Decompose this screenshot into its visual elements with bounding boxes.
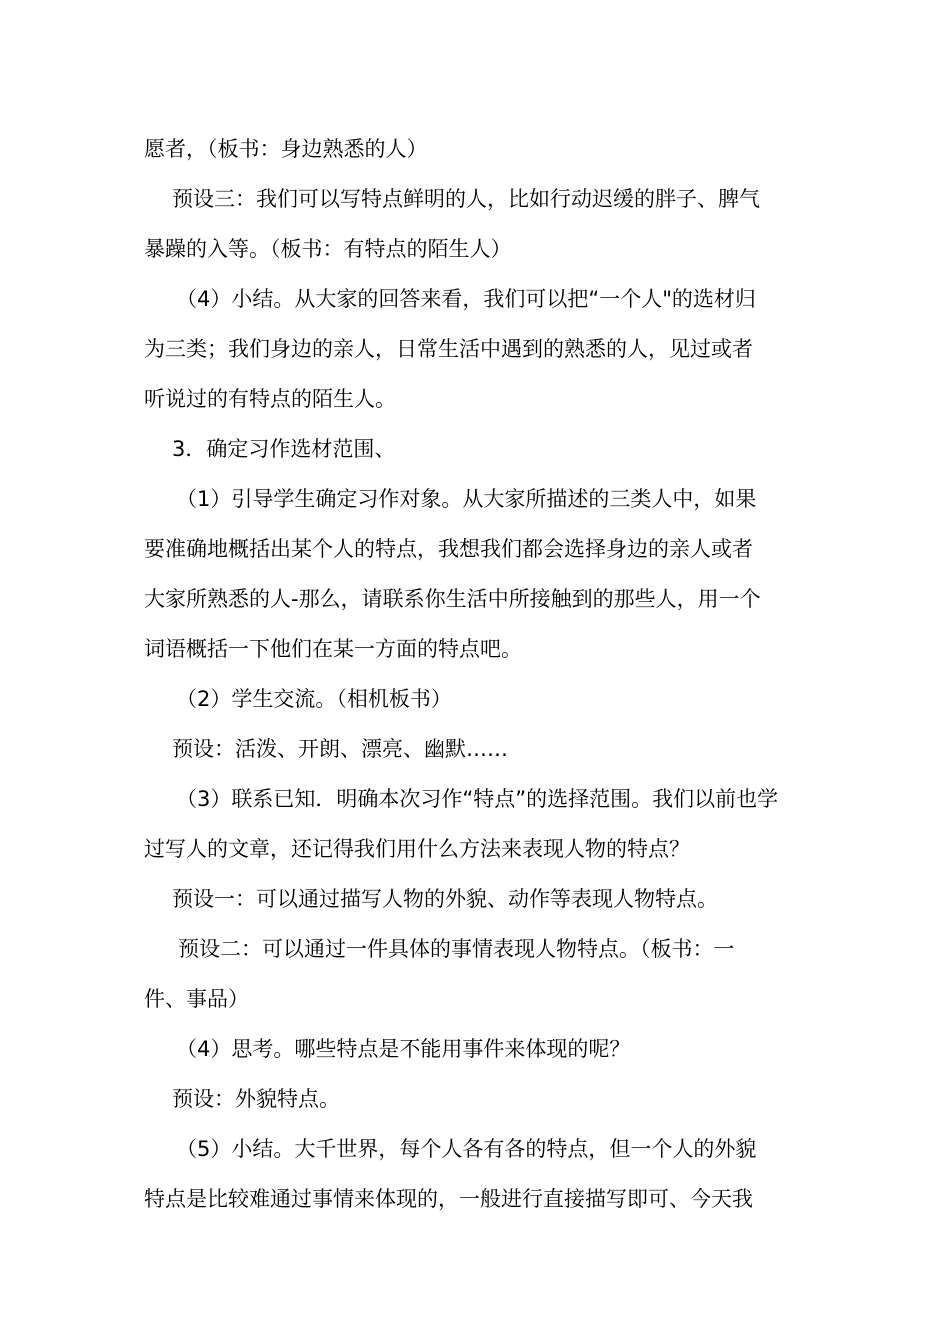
- text-line: 为三类；我们身边的亲人，日常生活中遇到的熟悉的人，见过或者: [144, 337, 753, 361]
- section-heading: 3．确定习作选材范围、: [172, 437, 396, 461]
- text-line: （5）小结。大千世界，每个人各有各的特点，但一个人的外貌: [176, 1137, 757, 1161]
- text-line: 要准确地概括出某个人的特点，我想我们都会选择身边的亲人或者: [144, 537, 753, 561]
- text-line: 预设三：我们可以写特点鲜明的人，比如行动迟缓的胖子、脾气: [172, 187, 760, 211]
- text-line: 预设：活泼、开朗、漂亮、幽默……: [172, 737, 508, 761]
- text-line: 预设：外貌特点。: [172, 1087, 340, 1111]
- text-line: （4）小结。从大家的回答来看，我们可以把“一个人"的选材归: [176, 287, 756, 311]
- text-line: 件、事品）: [144, 987, 249, 1011]
- text-line: 过写人的文章，还记得我们用什么方法来表现人物的特点？: [144, 837, 690, 861]
- text-line: 暴躁的入等。（板书：有特点的陌生人）: [144, 237, 512, 261]
- text-line: （2）学生交流。（相机板书）: [176, 687, 452, 711]
- text-line: （4）思考。哪些特点是不能用事件来体现的呢？: [176, 1037, 631, 1061]
- text-line: （3）联系已知．明确本次习作“特点”的选择范围。我们以前也学: [176, 787, 779, 811]
- text-line: 预设一：可以通过描写人物的外貌、动作等表现人物特点。: [172, 887, 718, 911]
- text-line: （1）引导学生确定习作对象。从大家所描述的三类人中，如果: [176, 487, 757, 511]
- text-line: 词语概括一下他们在某一方面的特点吧。: [144, 637, 522, 661]
- text-line: 愿者，（板书：身边熟悉的人）: [144, 137, 428, 161]
- text-line: 特点是比较难通过事情来体现的，一般进行直接描写即可、今天我: [144, 1187, 753, 1211]
- text-line: 预设二：可以通过一件具体的事情表现人物特点。（板书：一: [178, 937, 735, 961]
- text-line: 大家所熟悉的人-那么，请联系你生活中所接触到的那些人，用一个: [144, 587, 761, 611]
- text-line: 听说过的有特点的陌生人。: [144, 387, 396, 411]
